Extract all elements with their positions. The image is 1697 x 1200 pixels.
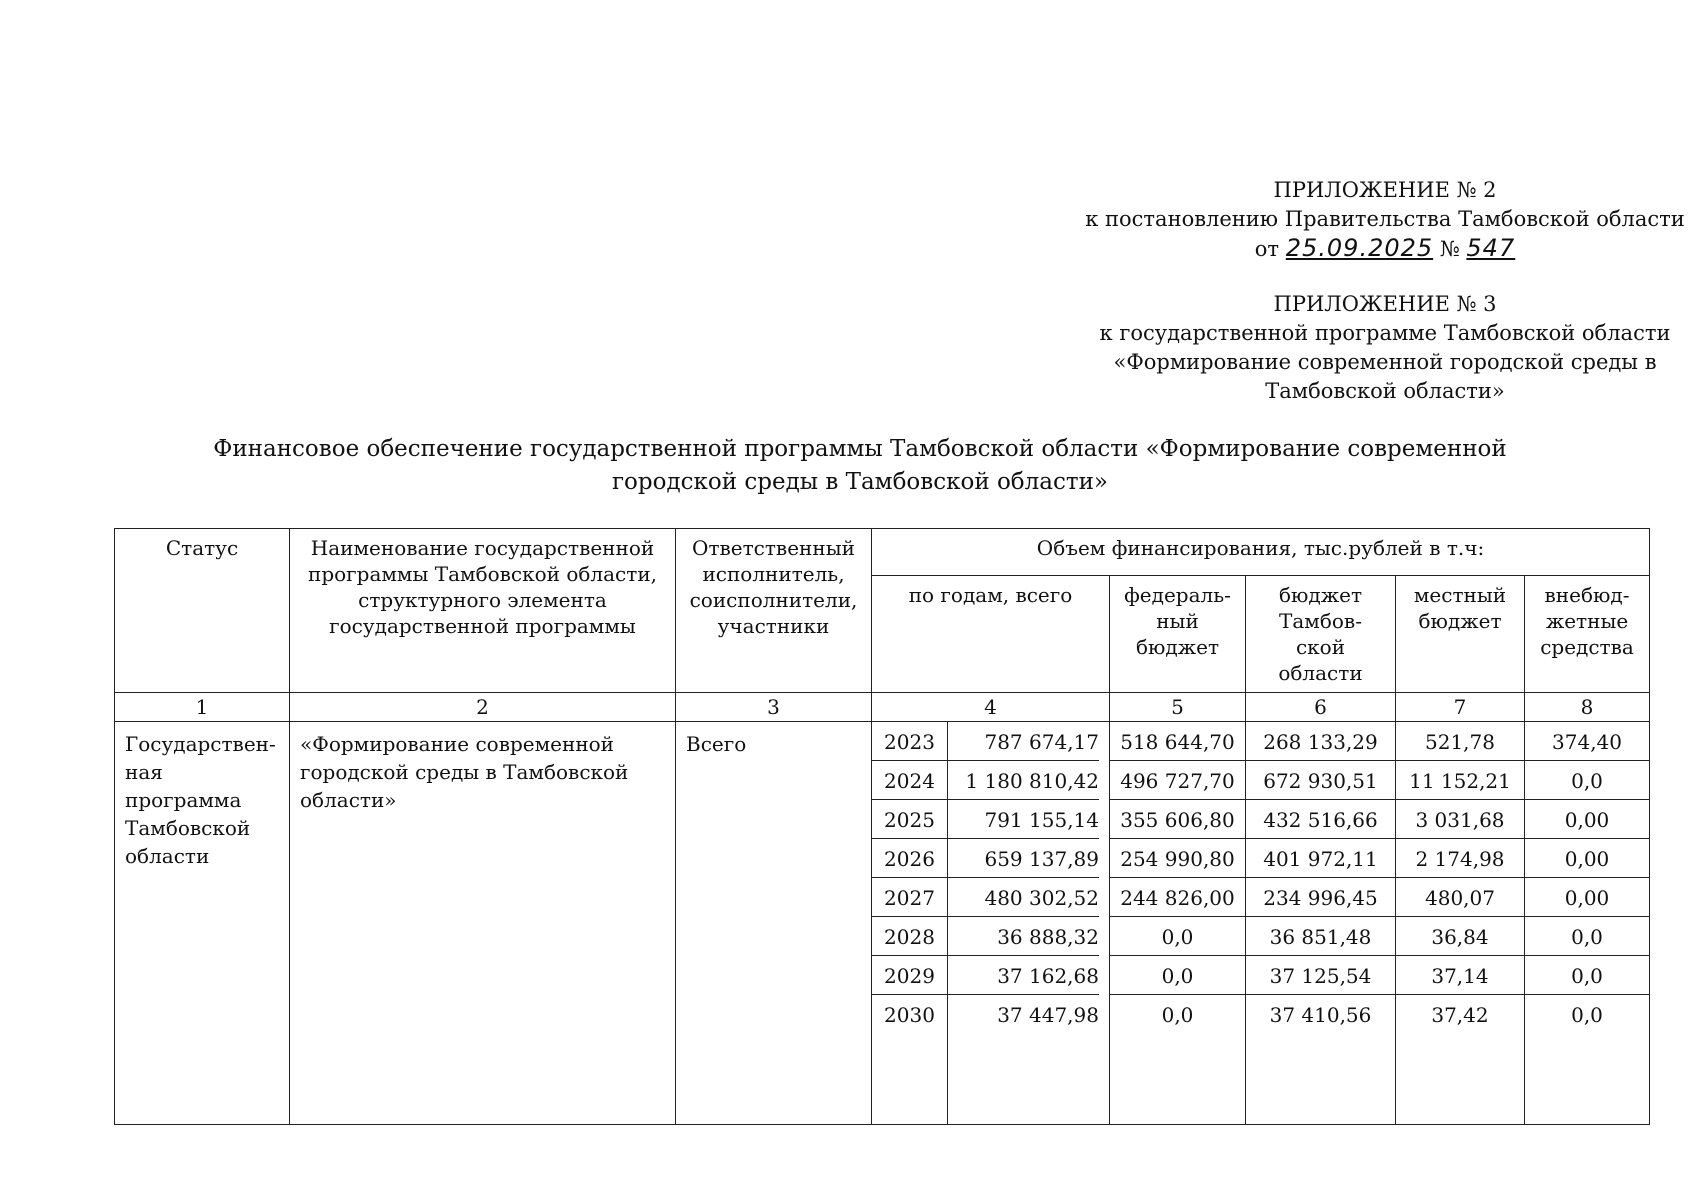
header-local-budget: местный бюджет <box>1396 576 1525 693</box>
date-prefix: от <box>1254 237 1280 261</box>
regional-value: 432 516,66 <box>1246 800 1395 839</box>
federal-value: 496 727,70 <box>1110 761 1245 800</box>
regional-value: 37 125,54 <box>1246 956 1395 995</box>
extra-value: 374,40 <box>1525 722 1649 761</box>
local-column <box>1396 722 1525 1125</box>
executor-cell: Всего <box>676 722 872 1125</box>
handwritten-date: 25.09.2025 <box>1285 234 1434 262</box>
annex-2-reference: к постановлению Правительства Тамбовской области <box>1085 207 1685 231</box>
local-value: 37,42 <box>1431 1003 1489 1027</box>
totals-value: 36 888,32 <box>948 917 1099 956</box>
local-value: 521,78 <box>1396 722 1524 761</box>
program-name-cell: «Формирование современной городской среды в Тамбовской области» <box>290 722 676 1125</box>
regional-value: 234 996,45 <box>1246 878 1395 917</box>
header-by-years: по годам, всего <box>872 576 1110 693</box>
column-number: 8 <box>1525 693 1650 722</box>
document-title <box>160 433 1560 499</box>
annex-3-reference-line1: к государственной программе Тамбовской области <box>1099 321 1671 345</box>
totals-value: 480 302,52 <box>948 878 1099 917</box>
regional-value: 37 410,56 <box>1269 1003 1372 1027</box>
status-cell: Государствен-ная программа Тамбовской области <box>115 722 290 1125</box>
annex-2-date-line <box>1065 234 1697 264</box>
years-value: 2027 <box>872 878 947 917</box>
years-value: 2024 <box>872 761 947 800</box>
annex-2-header <box>1065 176 1697 264</box>
number-prefix: № <box>1439 237 1460 261</box>
federal-value: 244 826,00 <box>1110 878 1245 917</box>
federal-value: 0,0 <box>1161 1003 1194 1027</box>
local-value: 480,07 <box>1396 878 1524 917</box>
regional-value: 401 972,11 <box>1246 839 1395 878</box>
totals-value: 791 155,14 <box>948 800 1099 839</box>
program-row <box>115 722 1650 1125</box>
totals-column <box>948 722 1110 1125</box>
years-value: 2023 <box>872 722 947 761</box>
annex-3-reference-line3: Тамбовской области» <box>1265 379 1505 403</box>
extra-value: 0,00 <box>1525 800 1649 839</box>
totals-value: 659 137,89 <box>948 839 1099 878</box>
header-executor: Ответственный исполнитель, соисполнители, участники <box>676 529 872 693</box>
annex-3-reference-line2: «Формирование современной городской среды в <box>1113 350 1657 374</box>
federal-value: 254 990,80 <box>1110 839 1245 878</box>
years-column <box>872 722 948 1125</box>
header-status: Статус <box>115 529 290 693</box>
totals-value: 1 180 810,42 <box>948 761 1099 800</box>
column-number: 7 <box>1396 693 1525 722</box>
federal-column <box>1110 722 1246 1125</box>
extrabudgetary-column <box>1525 722 1650 1125</box>
header-extrabudgetary: внебюд-жетные средства <box>1525 576 1650 693</box>
column-number-row <box>115 693 1650 722</box>
regional-value: 36 851,48 <box>1246 917 1395 956</box>
extra-value: 0,0 <box>1571 1003 1603 1027</box>
document-title-line2: городской среды в Тамбовской области» <box>612 469 1108 495</box>
column-number: 5 <box>1110 693 1246 722</box>
regional-column <box>1246 722 1396 1125</box>
years-value: 2025 <box>872 800 947 839</box>
local-value: 36,84 <box>1396 917 1524 956</box>
column-number: 1 <box>115 693 290 722</box>
local-value: 11 152,21 <box>1396 761 1524 800</box>
totals-value: 37 162,68 <box>948 956 1099 995</box>
column-number: 4 <box>872 693 1110 722</box>
extra-value: 0,0 <box>1525 761 1649 800</box>
financing-table <box>114 528 1650 1125</box>
federal-value: 0,0 <box>1110 956 1245 995</box>
federal-value: 518 644,70 <box>1110 722 1245 761</box>
extra-value: 0,00 <box>1525 839 1649 878</box>
annex-3-header <box>1065 290 1697 406</box>
years-value: 2030 <box>884 1003 935 1027</box>
column-number: 6 <box>1246 693 1396 722</box>
years-value: 2029 <box>872 956 947 995</box>
header-regional-budget: бюджет Тамбов-ской области <box>1246 576 1396 693</box>
column-number: 3 <box>676 693 872 722</box>
years-value: 2028 <box>872 917 947 956</box>
years-value: 2026 <box>872 839 947 878</box>
annex-3-title: ПРИЛОЖЕНИЕ № 3 <box>1273 292 1497 316</box>
extra-value: 0,0 <box>1525 956 1649 995</box>
header-program-name: Наименование государственной программы Тамбовской области, структурного элемента государственной программы <box>290 529 676 693</box>
handwritten-number: 547 <box>1466 234 1516 262</box>
totals-value: 787 674,17 <box>948 722 1099 761</box>
annex-2-title: ПРИЛОЖЕНИЕ № 2 <box>1273 178 1497 202</box>
federal-value: 355 606,80 <box>1110 800 1245 839</box>
column-number: 2 <box>290 693 676 722</box>
local-value: 2 174,98 <box>1396 839 1524 878</box>
document-title-line1: Финансовое обеспечение государственной программы Тамбовской области «Формирование современной <box>213 436 1507 462</box>
totals-value: 37 447,98 <box>997 1003 1099 1027</box>
extra-value: 0,00 <box>1525 878 1649 917</box>
regional-value: 672 930,51 <box>1246 761 1395 800</box>
extra-value: 0,0 <box>1525 917 1649 956</box>
header-federal-budget: федераль-ный бюджет <box>1110 576 1246 693</box>
local-value: 37,14 <box>1396 956 1524 995</box>
federal-value: 0,0 <box>1110 917 1245 956</box>
header-funding-volume: Объем финансирования, тыс.рублей в т.ч: <box>872 529 1650 576</box>
local-value: 3 031,68 <box>1396 800 1524 839</box>
regional-value: 268 133,29 <box>1246 722 1395 761</box>
